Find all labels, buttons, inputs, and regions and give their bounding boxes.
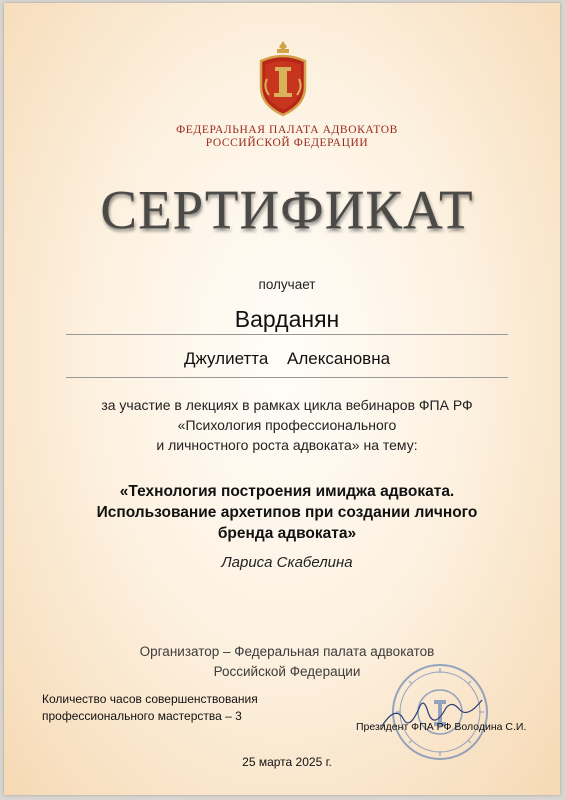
president-signature-label: Президент ФПА РФ Володина С.И. bbox=[356, 721, 527, 733]
description-line: за участие в лекциях в рамках цикла вебинаров ФПА РФ bbox=[101, 397, 473, 413]
lecture-theme bbox=[4, 481, 560, 544]
theme-line: Использование архетипов при создании личного bbox=[96, 504, 478, 521]
recipient-given-names: Джулиетта Алексановна bbox=[183, 349, 391, 368]
hours-line: профессионального мастерства – 3 bbox=[42, 709, 242, 723]
issue-date: 25 марта 2025 г. bbox=[242, 755, 332, 769]
certificate-page bbox=[4, 3, 560, 795]
speaker-name: Лариса Скабелина bbox=[221, 554, 353, 571]
certificate-title: СЕРТИФИКАТ bbox=[100, 179, 474, 240]
org-name-line1: ФЕДЕРАЛЬНАЯ ПАЛАТА АДВОКАТОВ bbox=[176, 124, 398, 136]
hours-line: Количество часов совершенствования bbox=[42, 692, 258, 706]
fpa-shield-emblem-icon bbox=[253, 39, 313, 119]
surname-underline bbox=[66, 334, 508, 335]
theme-line: «Технология построения имиджа адвоката. bbox=[119, 483, 455, 500]
organizer-line: Организатор – Федеральная палата адвокатов bbox=[139, 644, 435, 659]
theme-line: бренда адвоката» bbox=[217, 525, 357, 542]
participation-description bbox=[4, 395, 560, 455]
description-line: «Психология профессионального bbox=[177, 417, 397, 433]
given-names-underline bbox=[66, 377, 508, 378]
receives-label: получает bbox=[258, 277, 316, 292]
hours-block bbox=[42, 691, 282, 725]
description-line: и личностного роста адвоката» на тему: bbox=[156, 437, 418, 453]
org-name-line2: РОССИЙСКОЙ ФЕДЕРАЦИИ bbox=[205, 137, 369, 149]
recipient-surname: Варданян bbox=[234, 306, 340, 332]
organizer-line: Российской Федерации bbox=[213, 664, 361, 679]
